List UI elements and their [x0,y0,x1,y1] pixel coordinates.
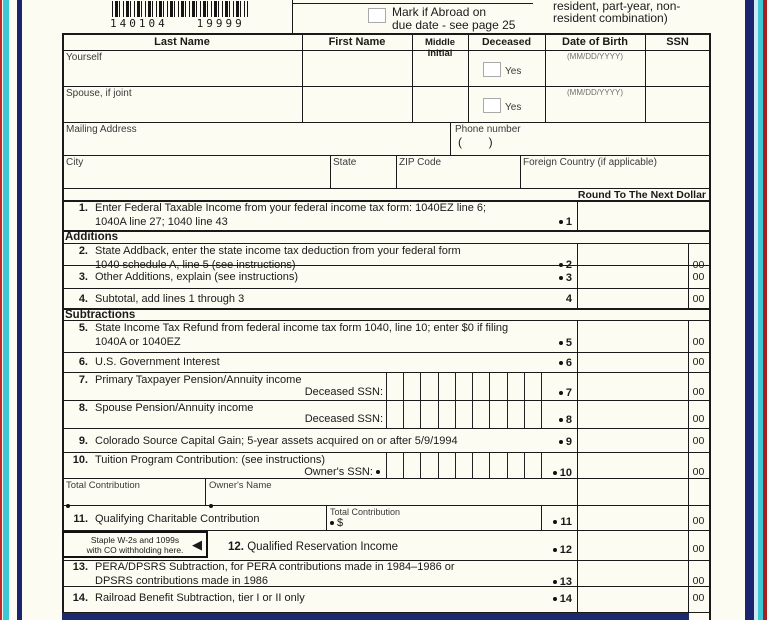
line-14-number-label: 14. [72,592,88,604]
line-4-cents: 00 [692,293,705,305]
spouse-first-name-field[interactable] [303,87,411,121]
line-7-number-label: 7. [78,374,88,386]
abroad-checkbox[interactable] [368,8,386,23]
line-8-amount-box[interactable] [578,401,687,427]
spouse-ssn-field[interactable] [646,87,708,121]
line-5-text: State Income Tax Refund from federal income tax form 1040, line 10; enter $0 if filing [95,322,509,334]
line-10-ssn-boxes[interactable] [386,453,542,478]
mailing-address-label: Mailing Address [66,124,137,135]
line-11-box-label: Total Contribution [330,507,401,517]
bullet-dot [559,263,563,267]
line-5-text2: 1040A or 1040EZ [95,336,181,348]
line-14-text: Railroad Benefit Subtraction, tier I or II only [95,592,305,604]
line-12-ref: 12 [528,544,572,556]
line-12-cents: 00 [692,543,705,555]
line-13-cents: 00 [692,575,705,587]
line-12-number-label: 12. [228,541,244,553]
line-4-ref: 4 [565,293,572,305]
owner-name-label: Owner's Name [209,480,272,491]
line-8-text: Spouse Pension/Annuity income [95,402,254,414]
line-8-ssn-boxes[interactable] [386,401,542,428]
col-header-date-of-birth: Date of Birth [562,36,628,48]
line-10-number-label: 10. [72,454,88,466]
yourself-middle-initial-field[interactable] [413,51,467,85]
line-4-text: Subtotal, add lines 1 through 3 [95,293,245,305]
line-4-number-label: 4. [78,293,88,305]
left-stripe-navy [17,0,22,620]
line-2-amount-box[interactable] [578,244,687,264]
bullet-dot [553,580,557,584]
line-5-amount-box[interactable] [578,321,687,351]
right-stripe-red [763,0,767,620]
line-14-ref: 14 [528,593,572,605]
line-2-number-label: 2. [78,245,88,257]
total-contribution-label: Total Contribution [66,480,140,491]
state-field[interactable] [331,156,395,187]
bullet-dot [553,471,557,475]
total-contribution-field[interactable] [63,479,204,504]
col-header-deceased: Deceased [481,36,532,48]
line-12-amount-box[interactable] [578,531,687,559]
line-6-ref: 6 [528,357,572,369]
line-5-cents: 00 [692,336,705,348]
line-2-text: State Addback, enter the state income tax deduction from your federal form [95,245,461,257]
line-2-cents: 00 [692,259,705,271]
bottom-section-band [62,613,689,620]
line-3-amount-box[interactable] [578,266,687,287]
line-10-cents: 00 [692,466,705,478]
round-to-next-dollar-note: Round To The Next Dollar [577,189,706,201]
abroad-label-line1: Mark if Abroad on [392,5,487,19]
bullet-dot [559,276,563,280]
phone-parens: ( ) [458,135,493,149]
line-6-cents: 00 [692,356,705,368]
col-header-last-name: Last Name [154,36,210,48]
line-13-number-label: 13. [72,561,88,573]
line-9-number-label: 9. [78,435,88,447]
line-3-ref: 3 [528,272,572,284]
line-6-amount-box[interactable] [578,353,687,371]
spouse-dob-field[interactable] [546,96,644,121]
yourself-ssn-field[interactable] [646,51,708,85]
line-6-number-label: 6. [78,356,88,368]
top-divider-line [292,0,293,33]
rule [326,505,327,530]
bullet-dot [330,521,334,525]
col-header-first-name: First Name [328,36,386,48]
foreign-country-label: Foreign Country (if applicable) [523,157,657,168]
bullet-dot [376,470,380,474]
bullet-dot [559,418,563,422]
line-14-cents: 00 [692,592,705,604]
line-7-amount-box[interactable] [578,373,687,399]
bullet-dot [559,341,563,345]
line-13-text: PERA/DPSRS Subtraction, for PERA contributions made in 1984–1986 or [95,561,455,573]
line-10-text: Tuition Program Contribution: (see instructions) [95,454,326,466]
line-1-number-label: 1. [78,202,88,214]
staple-note-line1: Staple W-2s and 1099s [90,535,180,545]
bullet-dot [553,548,557,552]
line-11-text: Qualifying Charitable Contribution [95,513,260,525]
foreign-country-field[interactable] [521,156,709,187]
bullet-dot [559,220,563,224]
left-stripe-cyan [3,0,9,620]
barcode-image [112,1,248,17]
spouse-deceased-checkbox[interactable] [483,98,501,113]
line-4-amount-box[interactable] [578,289,687,307]
bullet-dot [559,391,563,395]
line-7-ssn-boxes[interactable] [386,373,542,400]
col-header-middle-initial: Middle Initial [424,37,456,59]
residency-note-line1: resident, part-year, non- [553,0,681,13]
bullet-dot [559,440,563,444]
yourself-deceased-checkbox[interactable] [483,62,501,77]
line-11-cents: 00 [692,515,705,527]
line-6-text: U.S. Government Interest [95,356,220,368]
line-9-ref: 9 [528,436,572,448]
left-stripe-red [0,0,2,620]
line-7-deceased-ssn-label: Deceased SSN: [304,386,383,398]
line-10-owner-ssn-label: Owner's SSN: [250,466,383,478]
line-8-number-label: 8. [78,402,88,414]
yourself-first-name-field[interactable] [303,51,411,85]
rule [62,230,710,232]
spouse-middle-initial-field[interactable] [413,87,467,121]
section-header-subtractions: Subtractions [65,309,136,321]
yourself-dob-hint: (MM/DD/YYYY) [567,52,623,61]
barcode-text: 140104 19999 [110,17,245,30]
line-9-text: Colorado Source Capital Gain; 5-year assets acquired on or after 5/9/1994 [95,435,458,447]
col-header-ssn: SSN [666,36,689,48]
right-stripe-navy [745,0,754,620]
line-9-cents: 00 [692,435,705,447]
yourself-last-name-field[interactable] [63,51,301,85]
line-3-text: Other Additions, explain (see instructions) [95,271,298,283]
staple-note-box [62,531,208,558]
residency-note-line2: resident combination) [553,11,668,25]
line-13-amount-box[interactable] [578,561,687,585]
line-14-amount-box[interactable] [578,587,687,611]
line-9-amount-box[interactable] [578,429,687,451]
state-label: State [333,157,357,168]
spouse-row-label: Spouse, if joint [66,88,132,99]
yourself-dob-field[interactable] [546,60,644,85]
yourself-deceased-yes-label: Yes [505,66,522,77]
mailing-address-field[interactable] [63,123,449,154]
rule [62,33,710,35]
spouse-deceased-yes-label: Yes [505,102,522,113]
top-box-line [292,3,533,4]
line-1-text: Enter Federal Taxable Income from your federal income tax form: 1040EZ line 6; [95,202,487,214]
line-12-text: 12. Qualified Reservation Income [228,541,399,553]
rule [62,308,710,310]
phone-number-label: Phone number [455,124,521,135]
line-8-cents: 00 [692,413,705,425]
line-13-text2: DPSRS contributions made in 1986 [95,575,269,587]
line-7-text: Primary Taxpayer Pension/Annuity income [95,374,302,386]
line-11-number-label: 11. [73,513,88,525]
line-1-amount-box[interactable] [578,201,708,229]
bullet-dot [559,361,563,365]
line-2-ref: 2 [528,259,572,271]
line-1-text2: 1040A line 27; 1040 line 43 [95,216,228,228]
line-11-box-value[interactable]: $ [330,517,343,530]
line-8-ref: 8 [528,414,572,426]
line-2-text2: 1040 schedule A, line 5 (see instructions) [95,259,296,271]
zip-code-field[interactable] [397,156,519,187]
staple-note-text [64,535,206,555]
phone-number-field[interactable] [451,123,709,154]
staple-arrow-icon: ◀ [192,537,202,552]
spouse-last-name-field[interactable] [63,87,301,121]
city-field[interactable] [63,156,329,187]
bullet-dot [553,520,557,524]
line-1-ref: 1 [528,216,572,228]
line-10-ref: 10 [528,467,572,479]
spouse-dob-hint: (MM/DD/YYYY) [567,88,623,97]
yourself-row-label: Yourself [66,52,102,63]
bullet-dot [553,597,557,601]
line-5-ref: 5 [528,337,572,349]
line-3-cents: 00 [692,271,705,283]
line-8-deceased-ssn-label: Deceased SSN: [304,413,383,425]
abroad-label-line2: due date - see page 25 [392,18,516,32]
line-5-number-label: 5. [78,322,88,334]
city-label: City [66,157,84,168]
section-header-additions: Additions [65,231,119,243]
line-11-amount-box[interactable] [578,506,687,529]
owner-name-field[interactable] [206,479,576,504]
line-7-cents: 00 [692,386,705,398]
line-13-ref: 13 [528,576,572,588]
line-11-ref: 11 [528,516,572,528]
line-10-amount-box[interactable] [578,453,687,477]
staple-note-line2: with CO withholding here. [86,545,184,556]
line-3-number-label: 3. [78,271,88,283]
line-7-ref: 7 [528,387,572,399]
zip-code-label: ZIP Code [399,157,442,168]
